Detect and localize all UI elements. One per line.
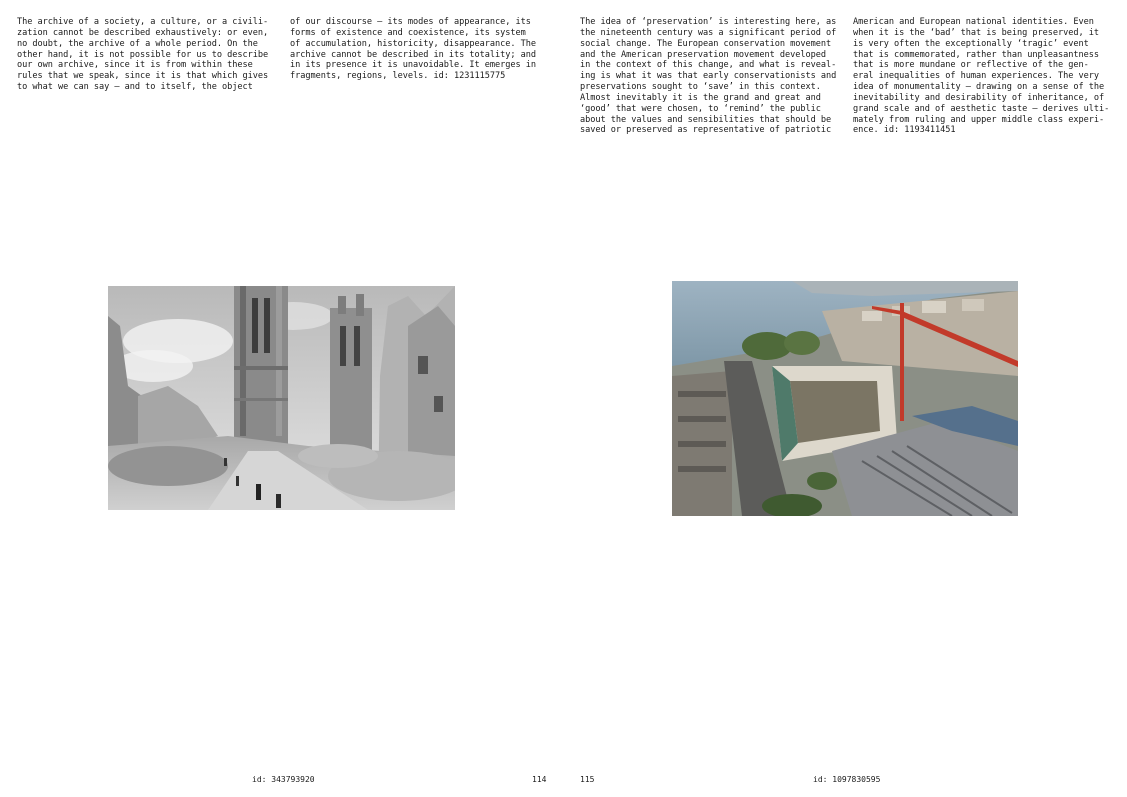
text-line: of accumulation, historicity, disappearance. The [290,38,536,49]
text-line: ence. id: 1193411451 [853,125,956,136]
text-line: American and European national identities. Even [853,17,1094,27]
text-line: eral inequalities of human experiences. The very [853,71,1099,82]
text-line: The idea of ‘preservation’ is interesting here, as [580,17,837,27]
right-page-text-column-2 [853,17,1109,136]
text-line: rules that we speak, since it is that which gives [17,71,269,82]
text-line: is very often the exceptionally ‘tragic’ event [853,38,1089,49]
text-line: inevitability and desirability of inheritance, of [853,92,1105,103]
left-page-text-column-2 [290,17,536,82]
text-line: Almost inevitably it is the grand and great and [580,92,821,103]
text-line: preservations sought to ‘save’ in this context. [580,82,821,93]
text-line: when it is the ‘bad’ that is being preserved, it [853,27,1099,38]
text-line: in the context of this change, and what is reveal- [580,60,837,71]
text-line: saved or preserved as representative of patriotic [580,125,832,136]
text-line: grand scale and of aesthetic taste – derives ulti- [853,103,1110,114]
text-line: idea of monumentality – drawing on a sense of the [853,82,1105,93]
text-line: archive cannot be described in its totality; and [290,49,536,60]
text-line: ‘good’ that were chosen, to ‘remind’ the public [580,103,821,114]
page-number-right: 115 [580,775,595,784]
text-line: other hand, it is not possible for us to describe [17,49,269,60]
aerial-city-construction-photo [672,281,1018,516]
text-line: social change. The European conservation movement [580,38,832,49]
text-line: to what we can say – and to itself, the object [17,82,253,93]
text-line: in its presence it is unavoidable. It emerges in [290,60,536,71]
text-line: fragments, regions, levels. id: 1231115775 [290,71,506,82]
text-line: and the American preservation movement developed [580,49,826,60]
text-line: forms of existence and coexistence, its system [290,27,526,38]
right-image-caption-id: id: 1097830595 [813,775,881,784]
left-image-caption-id: id: 343793920 [252,775,315,784]
text-line: that is commemorated, rather than unpleasantness [853,49,1099,60]
text-line: that is more mundane or reflective of the gen- [853,60,1089,71]
text-line: ing is what it was that early conservationists and [580,71,837,82]
left-page-text-column-1 [17,17,268,93]
text-line: about the values and sensibilities that should be [580,114,832,125]
text-line: our own archive, since it is from within these [17,60,253,71]
page-number-left: 114 [532,775,547,784]
right-page-text-column-1 [580,17,836,136]
text-line: mately from ruling and upper middle class experi- [853,114,1105,125]
text-line: zation cannot be described exhaustively: or even, [17,27,269,38]
text-line: the nineteenth century was a significant period of [580,27,837,38]
text-line: The archive of a society, a culture, or a civili- [17,17,269,27]
ruined-cathedral-photo [108,286,455,510]
text-line: no doubt, the archive of a whole period. On the [17,38,258,49]
text-line: of our discourse – its modes of appearance, its [290,17,531,27]
